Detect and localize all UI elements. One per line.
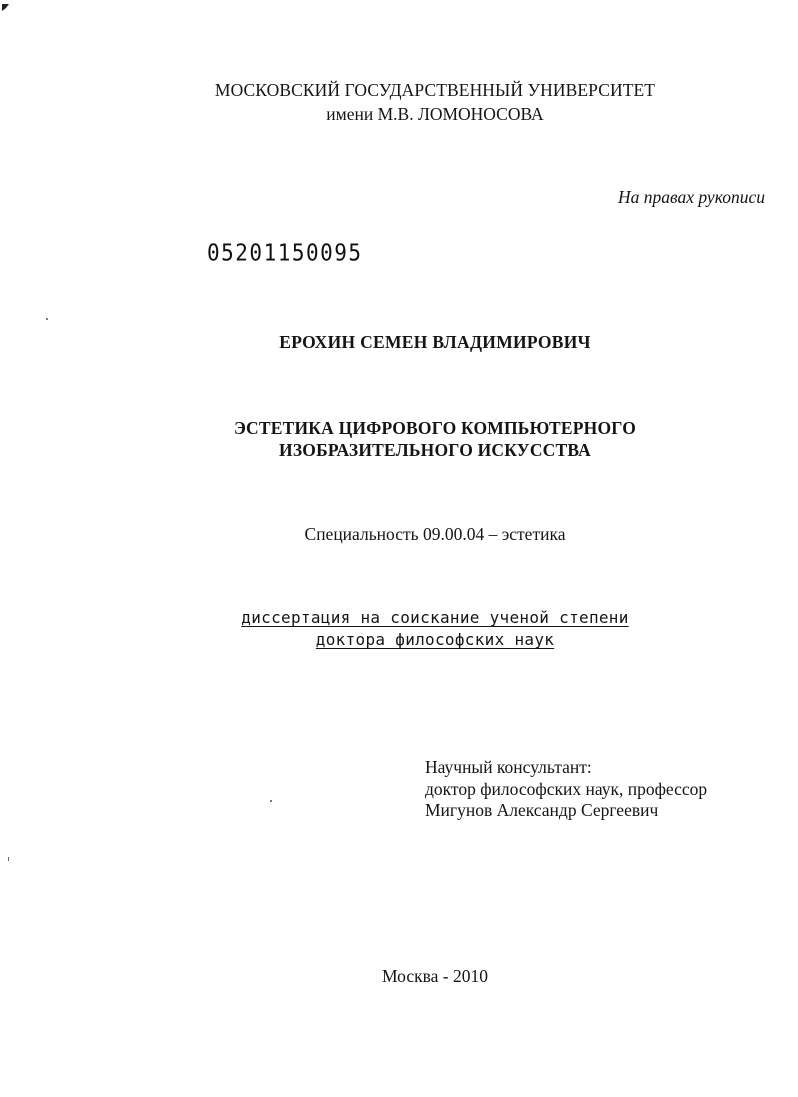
- author-name: ЕРОХИН СЕМЕН ВЛАДИМИРОВИЧ: [279, 332, 591, 352]
- registration-number: 05201150095: [207, 239, 363, 267]
- consultant-degree: доктор философских наук, профессор: [425, 779, 708, 799]
- specialty: Специальность 09.00.04 – эстетика: [304, 524, 566, 544]
- manuscript-note: На правах рукописи: [618, 187, 765, 207]
- dissertation-title-line-2: ИЗОБРАЗИТЕЛЬНОГО ИСКУССТВА: [279, 440, 591, 460]
- scan-speck: [8, 857, 9, 861]
- consultant-name: Мигунов Александр Сергеевич: [425, 800, 659, 820]
- city-year: Москва - 2010: [382, 966, 488, 986]
- dissertation-title-line-1: ЭСТЕТИКА ЦИФРОВОГО КОМПЬЮТЕРНОГО: [233, 418, 637, 438]
- scan-speck: [46, 318, 48, 320]
- degree-statement-line-1: диссертация на соискание ученой степени: [241, 608, 629, 627]
- university-name: МОСКОВСКИЙ ГОСУДАРСТВЕННЫЙ УНИВЕРСИТЕТ: [214, 80, 656, 100]
- scan-corner-mark: [2, 4, 9, 11]
- degree-statement-line-2: доктора философских наук: [315, 630, 555, 649]
- university-named-after: имени М.В. ЛОМОНОСОВА: [326, 104, 544, 124]
- scan-speck: [270, 800, 272, 802]
- consultant-label: Научный консультант:: [425, 757, 592, 777]
